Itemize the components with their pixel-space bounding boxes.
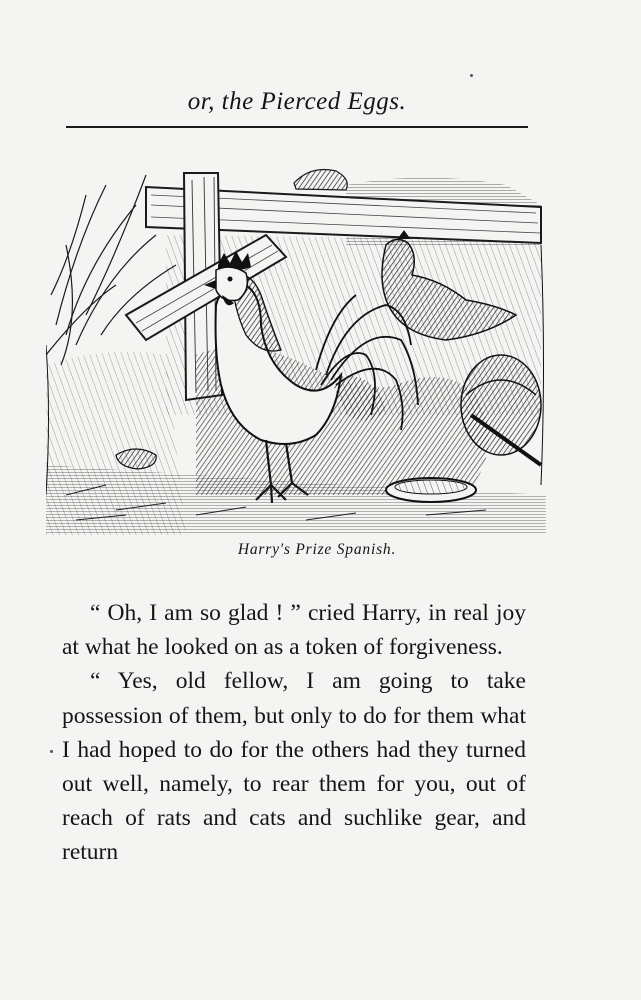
header-rule (66, 126, 528, 128)
speck (470, 74, 473, 77)
running-head: or, the Pierced Eggs. (187, 88, 407, 115)
speck (50, 750, 53, 753)
body-text (62, 596, 526, 870)
paragraph: “ Oh, I am so glad ! ” cried Harry, in real joy at what he looked on as a token of forgiveness. (62, 600, 526, 661)
rooster-engraving-illustration (46, 165, 546, 535)
paragraph: “ Yes, old fellow, I am going to take possession of them, but only to do for them what I had hoped to do for the others had they turned out well, namely, to rear them for you, out of reach of rats and cats and suchlike gear, and return (62, 668, 526, 866)
illustration-caption: Harry's Prize Spanish. (237, 541, 397, 558)
